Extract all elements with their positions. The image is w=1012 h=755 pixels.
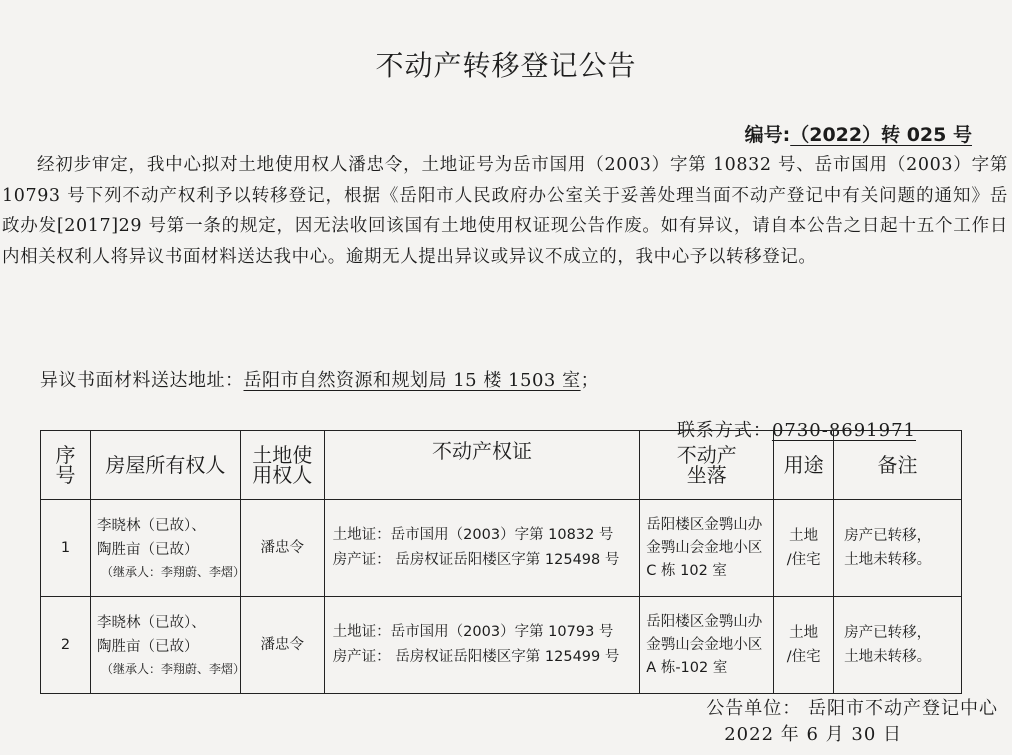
cell-note xyxy=(834,597,962,694)
location-line-1: 岳阳楼区金鹗山办 xyxy=(646,516,763,533)
owner-line-2: 陶胜亩（已故） xyxy=(96,542,199,558)
note-line-2: 土地未转移。 xyxy=(844,552,932,568)
contact-label: 联系方式： xyxy=(676,420,772,441)
owner-line-1: 李晓林（已故）、 xyxy=(96,615,206,631)
location-line-2: 金鹗山会金地小区 xyxy=(646,636,763,653)
cell-owner xyxy=(90,500,245,597)
location-line-3: A 栋-102 室 xyxy=(646,659,728,676)
document-number-value: （2022）转 025 号 xyxy=(790,124,972,146)
cell-use xyxy=(774,597,834,694)
address-label: 异议书面材料送达地址： xyxy=(40,370,244,391)
header-note: 备注 xyxy=(834,431,962,500)
owner-line-2: 陶胜亩（已故） xyxy=(96,639,199,655)
issue-date: 2022 年 6 月 30 日 xyxy=(724,724,902,745)
note-line-1: 房产已转移， xyxy=(844,625,932,641)
location-line-3: C 栋 102 室 xyxy=(646,562,727,579)
note-line-1: 房产已转移， xyxy=(844,528,932,544)
cell-note xyxy=(834,500,962,597)
location-line-1: 岳阳楼区金鹗山办 xyxy=(646,613,763,630)
use-line-2: /住宅 xyxy=(786,649,821,665)
cell-land-user: 潘忠令 xyxy=(240,597,324,694)
announcement-body: 经初步审定，我中心拟对土地使用权人潘忠令，土地证号为岳市国用（2003）字第 10832 号、岳市国用（2003）字第 10793 号下列不动产权利予以转移登记，根据《岳阳市人民政府办公室关于妥善处理当面不动产登记中有关问题的通知》岳政办发[2017]29 号第一条的规定，因无法收回该国有土地使用权证现公告作废。如有异议，请自本公告之日起十五个工作日内相关权利人将异议书面材料送达我中心。逾期无人提出异议或异议不成立的，我中心予以转移登记。 xyxy=(2,155,1008,267)
issuer-value: 岳阳市不动产登记中心 xyxy=(808,698,998,719)
page-title: 不动产转移登记公告 xyxy=(375,49,637,82)
use-line-2: /住宅 xyxy=(786,552,821,568)
table-row xyxy=(41,500,962,597)
use-line-1: 土地 xyxy=(789,625,819,641)
document-number-label: 编号: xyxy=(744,124,791,146)
cell-cert xyxy=(324,500,640,597)
issuer-label: 公告单位： xyxy=(706,698,802,719)
cell-seq: 1 xyxy=(41,500,91,597)
header-cert: 不动产权证 xyxy=(324,431,640,500)
address-value: 岳阳市自然资源和规划局 15 楼 1503 室 xyxy=(243,370,581,391)
header-location: 不动产 坐落 xyxy=(640,431,774,500)
table-header-row xyxy=(41,431,962,500)
header-use: 用途 xyxy=(774,431,834,500)
owner-heirs: （继承人：李翔蔚、李熠） xyxy=(100,662,245,676)
contact-value: 0730-8691971 xyxy=(771,420,916,441)
cell-location xyxy=(640,597,774,694)
owner-line-1: 李晓林（已故）、 xyxy=(96,518,206,534)
issuer xyxy=(706,694,998,720)
cell-land-user: 潘忠令 xyxy=(240,500,324,597)
use-line-1: 土地 xyxy=(789,528,819,544)
note-line-2: 土地未转移。 xyxy=(844,649,932,665)
property-table xyxy=(40,430,962,694)
cell-use xyxy=(774,500,834,597)
cell-cert xyxy=(324,597,640,694)
table-row xyxy=(41,597,962,694)
objection-address xyxy=(40,366,599,392)
cell-location xyxy=(640,500,774,597)
header-land-user: 土地使 用权人 xyxy=(240,431,324,500)
header-seq: 序 号 xyxy=(41,431,91,500)
house-cert: 房产证： 岳房权证岳阳楼区字第 125499 号 xyxy=(332,649,620,665)
document-number xyxy=(745,120,972,147)
land-cert: 土地证：岳市国用（2003）字第 10832 号 xyxy=(332,527,614,543)
header-owner: 房屋所有权人 xyxy=(90,431,240,500)
address-tail: ； xyxy=(580,370,600,391)
house-cert: 房产证： 岳房权证岳阳楼区字第 125498 号 xyxy=(332,552,620,568)
cell-owner xyxy=(90,597,245,694)
land-cert: 土地证：岳市国用（2003）字第 10793 号 xyxy=(332,624,614,640)
cell-seq: 2 xyxy=(41,597,91,694)
location-line-2: 金鹗山会金地小区 xyxy=(646,539,763,556)
owner-heirs: （继承人：李翔蔚、李熠） xyxy=(100,565,245,579)
